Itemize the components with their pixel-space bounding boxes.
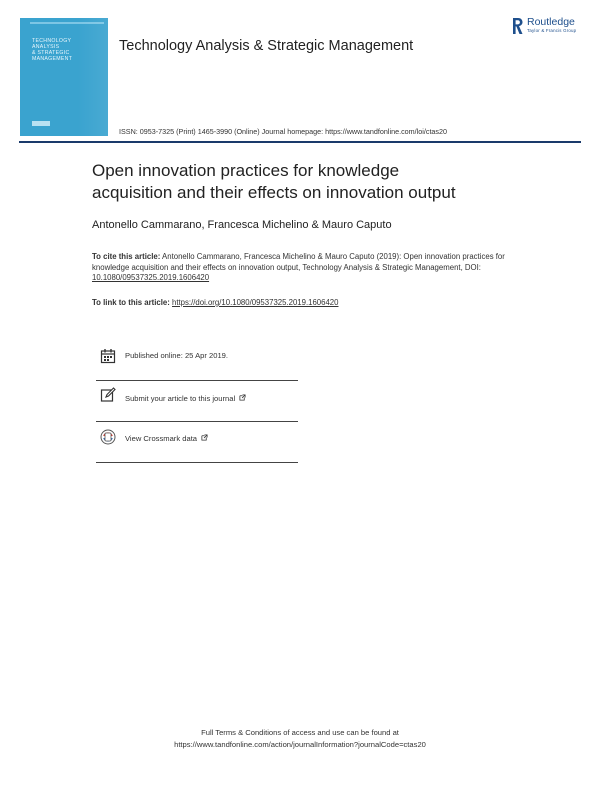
published-date-text: Published online: 25 Apr 2019. — [125, 351, 229, 360]
cover-title-line: ANALYSIS — [32, 44, 60, 50]
calendar-icon — [100, 348, 116, 364]
issn-text: ISSN: 0953-7325 (Print) 1465-3990 (Online) Journal homepage: — [119, 127, 326, 136]
row-divider — [96, 421, 298, 422]
article-doi-link[interactable]: https://doi.org/10.1080/09537325.2019.1606420 — [172, 298, 339, 307]
citation-label: To cite this article: — [92, 252, 161, 261]
publisher-tagline: Taylor & Francis Group — [527, 28, 577, 33]
external-link-icon — [239, 394, 246, 401]
issn-line — [119, 127, 447, 136]
journal-cover[interactable] — [20, 18, 108, 136]
article-authors: Antonello Cammarano, Francesca Michelino & Mauro Caputo — [92, 219, 392, 231]
submit-row[interactable] — [96, 388, 298, 422]
row-divider — [96, 462, 298, 463]
cover-publisher-mark — [32, 121, 50, 126]
published-row — [96, 346, 298, 382]
submit-article-text: Submit your article to this journal — [125, 394, 236, 403]
crossmark-text: View Crossmark data — [125, 434, 198, 443]
cover-title-line: MANAGEMENT — [32, 56, 73, 62]
cover-shade — [78, 18, 108, 136]
article-link-label: To link to this article: — [92, 298, 172, 307]
journal-title[interactable]: Technology Analysis & Strategic Management — [119, 38, 414, 54]
external-link-icon — [201, 434, 208, 441]
crossmark-icon — [100, 429, 116, 445]
crossmark-row[interactable] — [96, 429, 298, 463]
article-link-line — [92, 298, 338, 307]
citation-block — [92, 252, 522, 284]
journal-homepage-link[interactable]: https://www.tandfonline.com/loi/ctas20 — [325, 127, 448, 136]
footer — [0, 727, 600, 751]
article-title-line: acquisition and their effects on innovation output — [92, 183, 456, 202]
cover-title-line: TECHNOLOGY — [32, 38, 72, 44]
header-divider — [19, 141, 581, 143]
article-title-line: Open innovation practices for knowledge — [92, 161, 400, 180]
crossmark-link[interactable] — [125, 434, 208, 443]
citation-text: Antonello Cammarano, Francesca Michelino & Mauro Caputo (2019): Open innovation practices for knowledge acquisition and their effects on innovation output, Technology Analysis & Strategic Management, DOI: — [92, 252, 505, 272]
routledge-logo-icon — [510, 16, 524, 36]
publisher-logo[interactable] — [510, 16, 576, 42]
footer-terms-text: Full Terms & Conditions of access and use can be found at — [201, 728, 399, 737]
publisher-name: Routledge — [527, 16, 575, 28]
article-title — [92, 160, 532, 204]
footer-terms-url[interactable]: https://www.tandfonline.com/action/journalInformation?journalCode=ctas20 — [174, 740, 426, 749]
edit-icon — [100, 387, 116, 403]
submit-article-link[interactable] — [125, 394, 246, 403]
row-divider — [96, 380, 298, 381]
cover-title-line: & STRATEGIC — [32, 50, 70, 56]
citation-doi-link[interactable]: 10.1080/09537325.2019.1606420 — [92, 273, 210, 282]
